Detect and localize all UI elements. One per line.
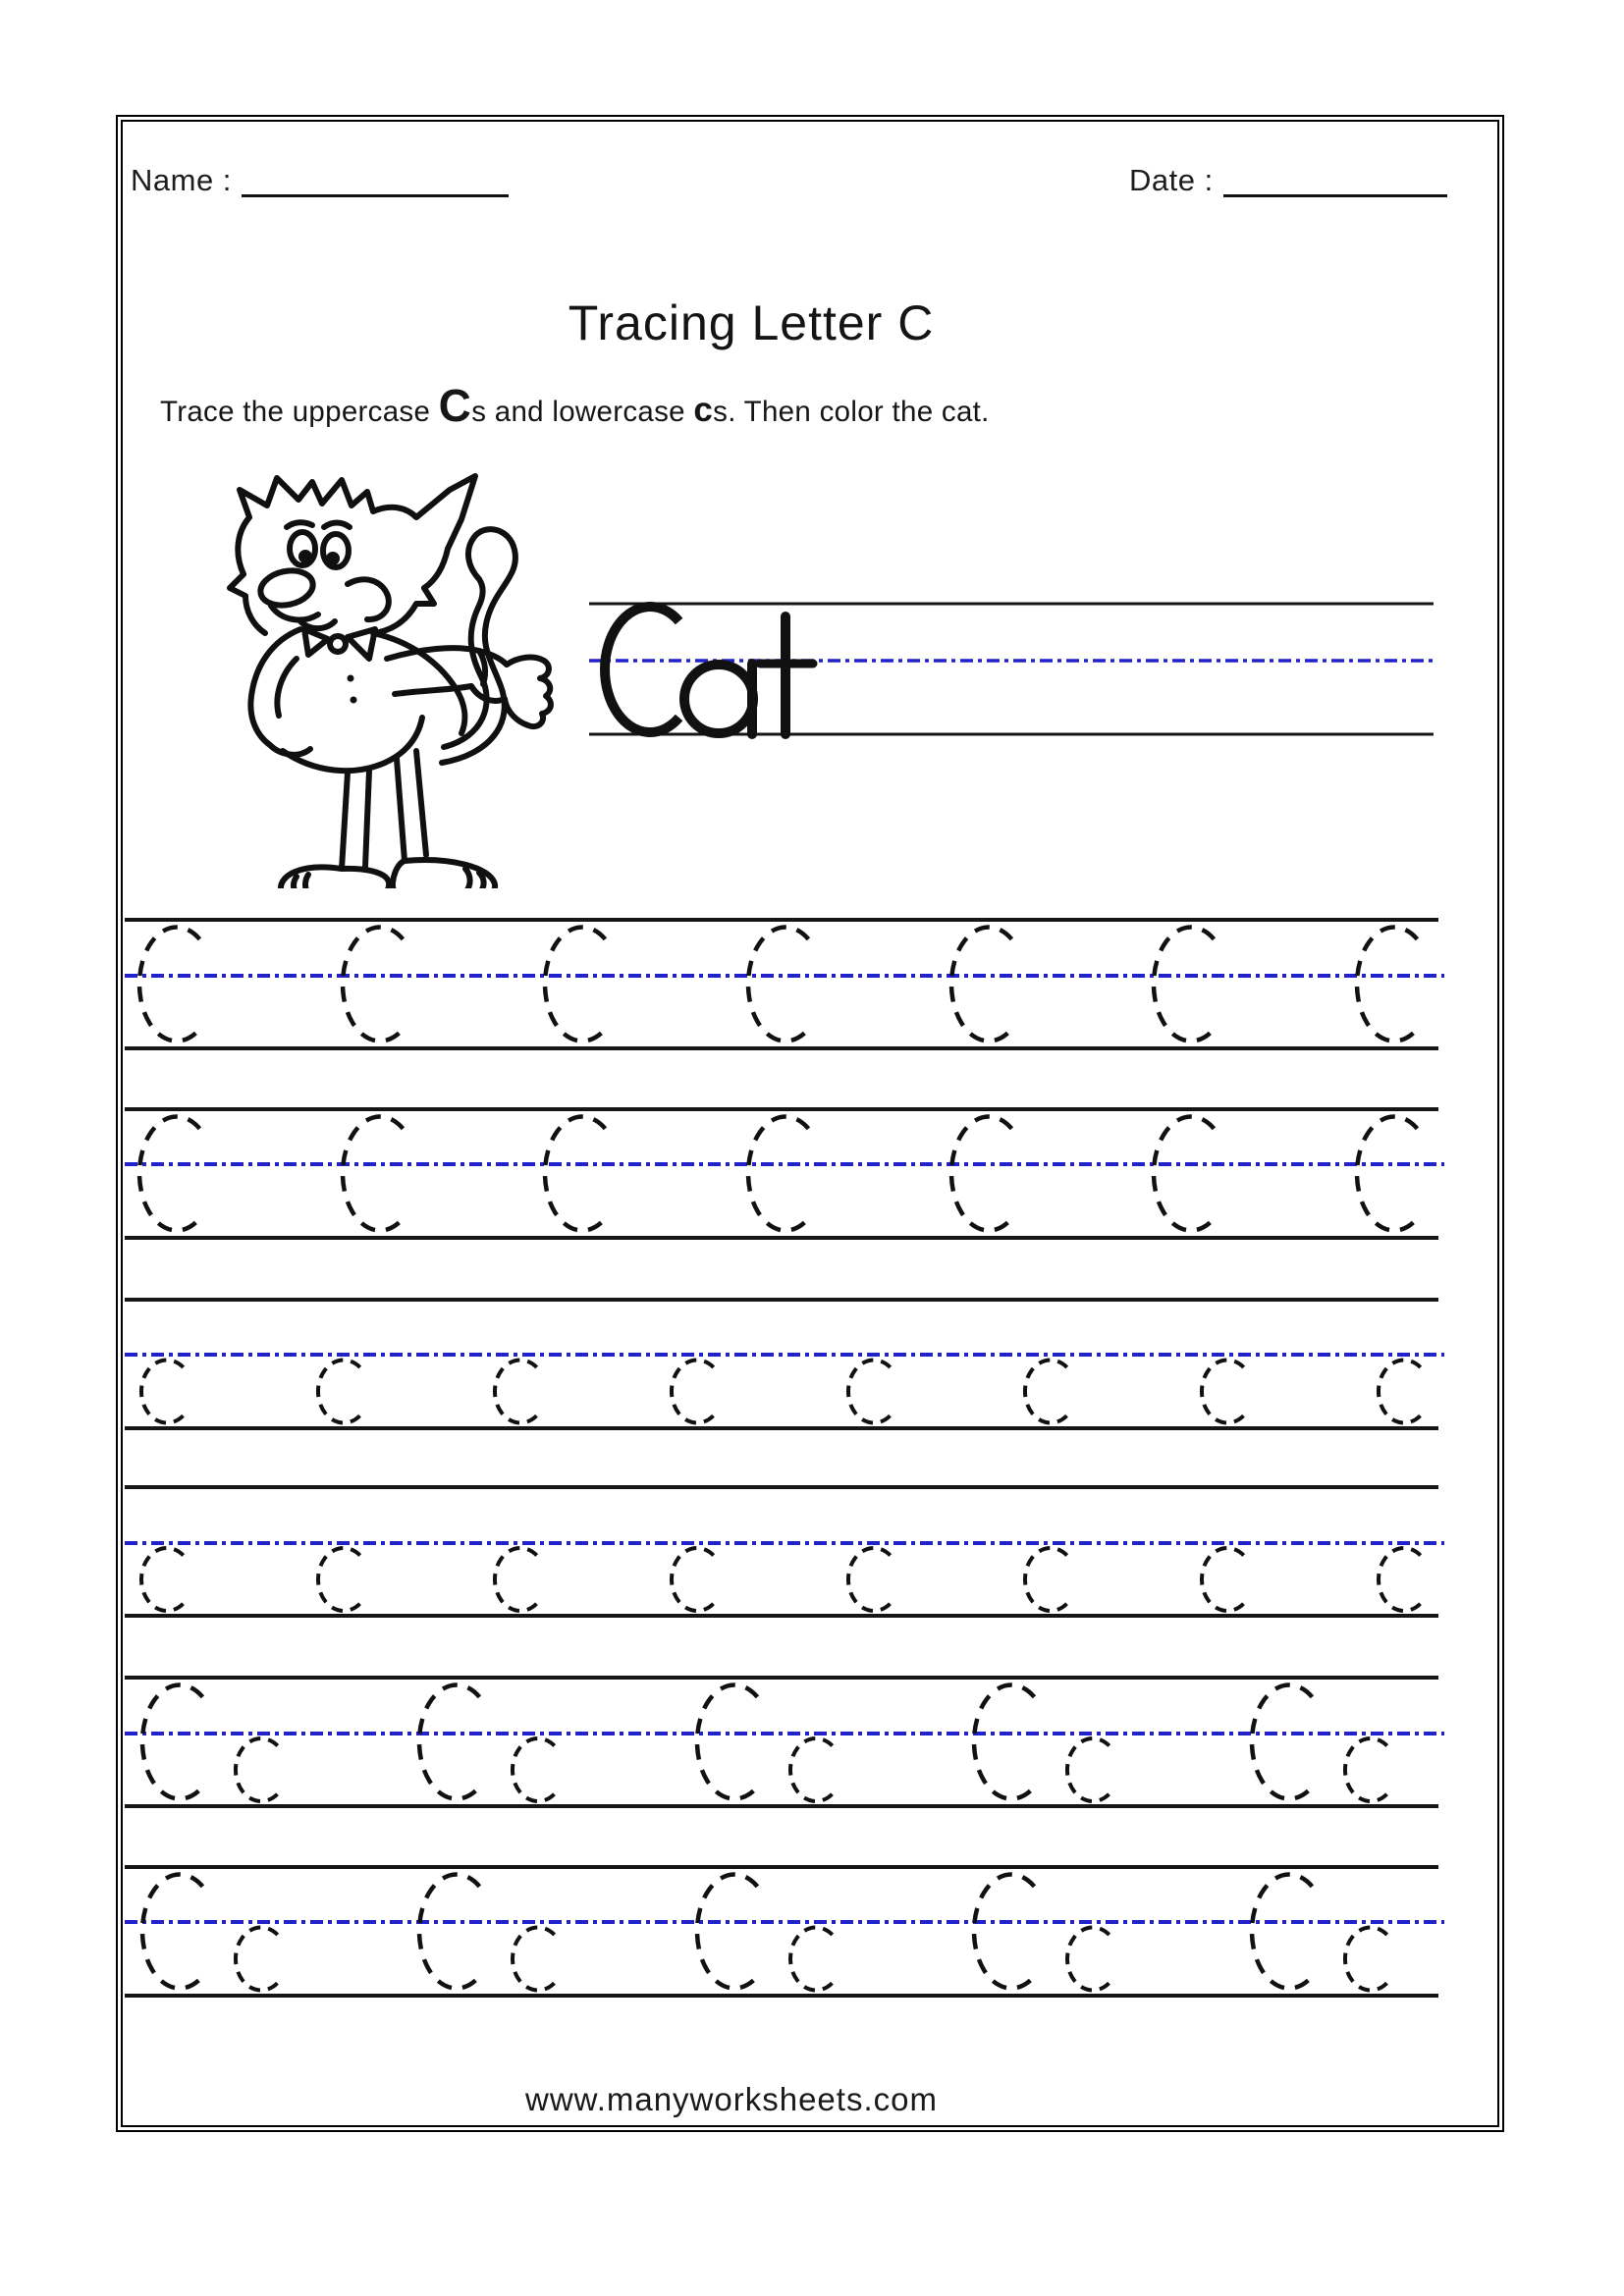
dashed-letter-C — [697, 1685, 757, 1799]
dashed-letter-C — [951, 928, 1011, 1041]
dashed-letter-C — [951, 1117, 1011, 1231]
page-title: Tracing Letter C — [568, 295, 935, 350]
tracing-row-6-pair — [125, 1865, 1446, 2005]
dashed-letter-c — [318, 1361, 360, 1423]
dashed-letter-c — [1379, 1361, 1421, 1423]
practice-word-block — [587, 587, 1441, 747]
dashed-letter-c — [790, 1928, 833, 1991]
dashed-letter-c — [1025, 1361, 1067, 1423]
dashed-letter-C — [1357, 928, 1417, 1041]
dashed-letter-C — [1252, 1685, 1312, 1799]
dashed-letter-c — [672, 1361, 714, 1423]
dashed-letter-C — [139, 1117, 199, 1231]
dashed-letter-c — [141, 1548, 184, 1611]
tracing-row-2-uppercase — [125, 1107, 1446, 1248]
dashed-letter-C — [142, 1875, 202, 1989]
cat-hand — [505, 658, 551, 727]
dashed-letter-c — [318, 1548, 360, 1611]
dashed-letter-c — [1067, 1928, 1110, 1991]
dashed-letter-c — [513, 1738, 555, 1801]
dashed-letter-C — [419, 1685, 479, 1799]
dashed-letter-c — [848, 1548, 891, 1611]
instruction-part1: Trace the uppercase — [160, 396, 439, 428]
name-field — [131, 161, 509, 197]
dashed-letter-C — [545, 1117, 605, 1231]
tracing-row-1-uppercase — [125, 918, 1446, 1058]
dashed-letter-C — [697, 1875, 757, 1989]
cat-illustration — [155, 456, 568, 893]
name-label: Name : — [131, 163, 232, 197]
dashed-letter-C — [748, 928, 808, 1041]
dashed-letter-c — [141, 1361, 184, 1423]
dashed-letter-c — [236, 1738, 278, 1801]
footer-website: www.manyworksheets.com — [525, 2081, 938, 2117]
dashed-letter-C — [343, 1117, 403, 1231]
practice-word-lines — [587, 587, 1441, 742]
instruction-uppercase-c: C — [438, 380, 472, 431]
dashed-letter-c — [1202, 1361, 1244, 1423]
dashed-letter-c — [495, 1361, 537, 1423]
tracing-row-3-lowercase — [125, 1298, 1446, 1438]
name-blank-line — [242, 161, 509, 197]
dashed-letter-C — [419, 1875, 479, 1989]
word-letter-a — [684, 665, 753, 733]
dashed-letter-c — [495, 1548, 537, 1611]
date-field — [1129, 161, 1447, 197]
instruction-text — [160, 379, 990, 432]
dashed-letter-C — [1154, 928, 1214, 1041]
dashed-letter-C — [142, 1685, 202, 1799]
dashed-letter-C — [343, 928, 403, 1041]
date-label: Date : — [1129, 163, 1214, 197]
practice-word-cat — [605, 607, 813, 734]
dashed-letter-c — [848, 1361, 891, 1423]
dashed-letter-c — [672, 1548, 714, 1611]
instruction-part2: s and lowercase — [471, 396, 694, 428]
dashed-letter-C — [748, 1117, 808, 1231]
dashed-letter-C — [1154, 1117, 1214, 1231]
cat-nose — [257, 566, 316, 610]
word-letter-C — [605, 607, 679, 732]
dashed-letter-C — [974, 1685, 1034, 1799]
dashed-letter-c — [1345, 1738, 1387, 1801]
cat-leg — [342, 773, 348, 869]
dashed-letter-c — [513, 1928, 555, 1991]
dashed-letter-c — [790, 1738, 833, 1801]
dashed-letter-C — [139, 928, 199, 1041]
date-blank-line — [1223, 161, 1447, 197]
dashed-letter-C — [1357, 1117, 1417, 1231]
instruction-lowercase-c: c — [693, 391, 714, 429]
instruction-part3: s. Then color the cat. — [713, 396, 990, 428]
dashed-letter-C — [1252, 1875, 1312, 1989]
dashed-letter-c — [1025, 1548, 1067, 1611]
dashed-letter-C — [974, 1875, 1034, 1989]
dashed-letter-c — [1067, 1738, 1110, 1801]
cat-head — [238, 476, 475, 588]
cat-line-art — [155, 456, 568, 888]
dashed-letter-C — [545, 928, 605, 1041]
tracing-row-4-lowercase — [125, 1485, 1446, 1626]
dashed-letter-c — [236, 1928, 278, 1991]
cat-leg — [397, 759, 405, 861]
tracing-row-5-pair — [125, 1676, 1446, 1816]
dashed-letter-c — [1345, 1928, 1387, 1991]
dashed-letter-c — [1202, 1548, 1244, 1611]
cat-bowtie — [304, 629, 328, 655]
dashed-letter-c — [1379, 1548, 1421, 1611]
